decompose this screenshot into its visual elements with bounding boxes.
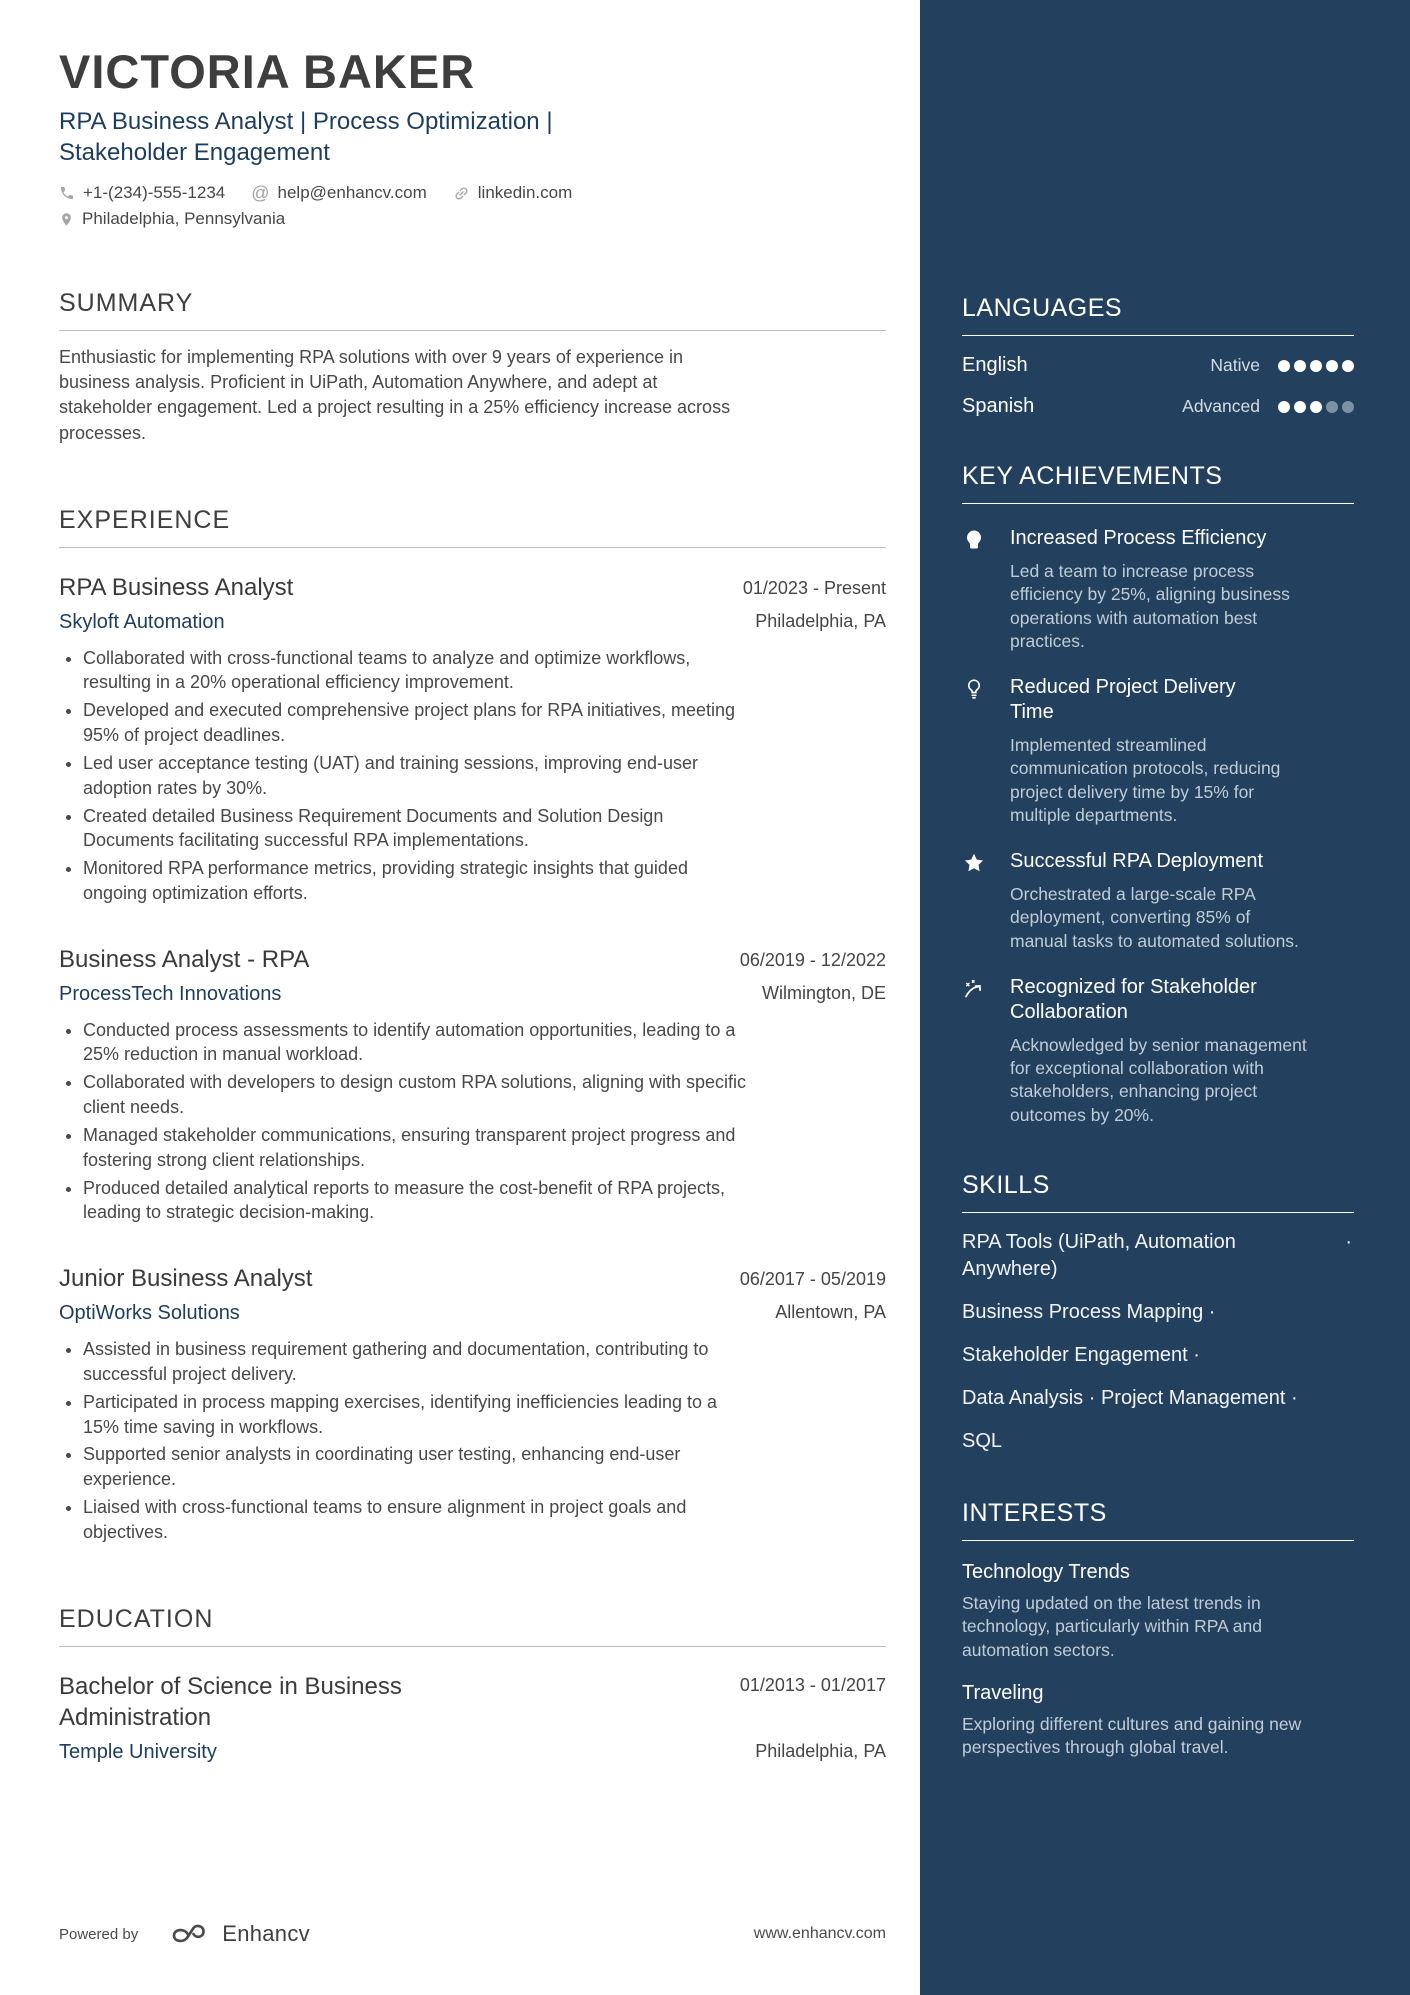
job-entry — [59, 1265, 886, 1544]
interests-heading: INTERESTS — [962, 1499, 1354, 1541]
job-company-row — [59, 611, 886, 634]
job-entry — [59, 574, 886, 906]
job-dates: 06/2019 - 12/2022 — [739, 949, 886, 970]
star-icon — [962, 849, 987, 953]
phone-link[interactable] — [59, 183, 225, 203]
headline: RPA Business Analyst | Process Optimization | Stakeholder Engagement — [59, 107, 553, 167]
website-link[interactable] — [453, 183, 573, 203]
job-location: Philadelphia, PA — [755, 610, 886, 631]
footer — [59, 1919, 886, 1949]
job-company-row — [59, 983, 886, 1006]
skill-item: Business Process Mapping · — [962, 1300, 1216, 1323]
education-dates: 01/2013 - 01/2017 — [739, 1674, 886, 1695]
achievement-text: Led a team to increase process efficiency by 25%, aligning business operations with automation best practices. — [1010, 561, 1290, 651]
experience-heading: EXPERIENCE — [59, 506, 886, 548]
interest-item — [962, 1561, 1354, 1662]
bullet: • Collaborated with developers to design custom RPA solutions, aligning with specific client needs. — [83, 1070, 754, 1120]
language-name: Spanish — [962, 395, 1035, 417]
job-title: Business Analyst - RPA — [59, 945, 310, 973]
language-proficiency-dots — [1278, 401, 1354, 413]
education-location: Philadelphia, PA — [755, 1741, 886, 1762]
trend-arrow-icon — [962, 975, 987, 1127]
language-name: English — [962, 354, 1028, 376]
bullet: • Assisted in business requirement gathering and documentation, contributing to successful project delivery. — [83, 1337, 754, 1387]
sidebar — [920, 0, 1410, 1995]
site-url[interactable]: www.enhancv.com — [753, 1925, 886, 1942]
job-title: Junior Business Analyst — [59, 1265, 313, 1293]
education-entry — [59, 1671, 886, 1764]
contact-info — [59, 183, 886, 229]
job-header — [59, 574, 886, 603]
achievement-body — [1010, 975, 1310, 1127]
achievement-title: Recognized for Stakeholder Collaboration — [1010, 975, 1257, 1023]
achievement-item — [962, 675, 1354, 827]
bullet: • Supported senior analysts in coordinating user testing, enhancing end-user experience. — [83, 1442, 754, 1492]
at-icon: @ — [251, 183, 270, 204]
contact-row-2 — [59, 209, 886, 229]
dot-filled — [1278, 360, 1290, 372]
job-company-row — [59, 1302, 886, 1325]
dot-filled — [1342, 360, 1354, 372]
brand-name: Enhancv — [222, 1921, 310, 1946]
head-icon — [962, 526, 987, 653]
bullet: • Monitored RPA performance metrics, providing strategic insights that guided ongoing optimization efforts. — [83, 856, 754, 906]
summary-text: Enthusiastic for implementing RPA solutions with over 9 years of experience in business analysis. Proficient in UiPath, Automation Anywhere, and adept at stakeholder engagement. Led a project resulting in a 25% efficiency increase across processes. — [59, 347, 731, 443]
skills-heading: SKILLS — [962, 1171, 1354, 1213]
dot-empty — [1342, 401, 1354, 413]
bullet: • Collaborated with cross-functional teams to analyze and optimize workflows, resulting in a 20% operational efficiency improvement. — [83, 646, 754, 696]
bullet: • Conducted process assessments to identify automation opportunities, leading to a 25% reduction in manual workload. — [83, 1018, 754, 1068]
interest-text: Staying updated on the latest trends in technology, particularly within RPA and automation sectors. — [962, 1592, 1262, 1660]
company-name: OptiWorks Solutions — [59, 1302, 240, 1325]
powered-by — [59, 1919, 310, 1949]
language-level: Native — [1210, 355, 1260, 375]
website-url: linkedin.com — [477, 183, 573, 203]
company-name: Skyloft Automation — [59, 610, 225, 633]
achievement-text: Implemented streamlined communication protocols, reducing project delivery time by 15% for multiple departments. — [1010, 735, 1281, 825]
bullet: • Led user acceptance testing (UAT) and training sessions, improving end-user adoption rates by 30%. — [83, 751, 754, 801]
achievements-section — [962, 462, 1354, 1127]
language-level: Advanced — [1182, 396, 1260, 416]
location-text: Philadelphia, Pennsylvania — [82, 209, 286, 229]
achievement-item — [962, 975, 1354, 1127]
interest-item — [962, 1682, 1354, 1760]
phone-number: +1-(234)-555-1234 — [83, 183, 226, 203]
location-item — [59, 209, 285, 229]
bullet: • Participated in process mapping exercises, identifying inefficiencies leading to a 15% time saving in workflows. — [83, 1390, 754, 1440]
job-title: RPA Business Analyst — [59, 573, 294, 601]
language-row — [962, 354, 1354, 377]
dot-filled — [1310, 360, 1322, 372]
powered-by-label: Powered by — [59, 1925, 139, 1943]
lightbulb-icon — [962, 675, 987, 827]
job-bullets — [59, 646, 754, 906]
job-bullets — [59, 1018, 754, 1226]
achievement-title: Increased Process Efficiency — [1010, 527, 1267, 549]
job-dates: 01/2023 - Present — [742, 577, 886, 598]
dot-filled — [1278, 401, 1290, 413]
achievement-title: Reduced Project Delivery Time — [1010, 676, 1236, 724]
languages-heading: LANGUAGES — [962, 294, 1354, 336]
bullet: • Produced detailed analytical reports to measure the cost-benefit of RPA projects, leading to strategic decision-making. — [83, 1176, 754, 1226]
interest-title: Technology Trends — [962, 1560, 1130, 1583]
enhancv-logo[interactable] — [166, 1919, 310, 1949]
contact-row-1 — [59, 183, 886, 203]
job-dates: 06/2017 - 05/2019 — [739, 1269, 886, 1290]
dot-filled — [1294, 401, 1306, 413]
bullet: • Liaised with cross-functional teams to ensure alignment in project goals and objectives. — [83, 1495, 754, 1545]
bullet: • Managed stakeholder communications, ensuring transparent project progress and fostering strong client relationships. — [83, 1123, 754, 1173]
achievement-body — [1010, 849, 1310, 953]
bullet: • Developed and executed comprehensive project plans for RPA initiatives, meeting 95% of project deadlines. — [83, 698, 754, 748]
achievement-text: Acknowledged by senior management for exceptional collaboration with stakeholders, enhancing project outcomes by 20%. — [1010, 1034, 1307, 1125]
education-school-row — [59, 1741, 886, 1764]
achievement-item — [962, 849, 1354, 953]
skill-item: SQL — [962, 1429, 1003, 1452]
skill-text: RPA Tools (UiPath, Automation Anywhere) — [962, 1230, 1236, 1280]
language-row — [962, 395, 1354, 418]
skill-separator-dot: · — [1345, 1230, 1352, 1253]
dot-filled — [1326, 360, 1338, 372]
skill-item: Stakeholder Engagement · — [962, 1343, 1200, 1366]
achievement-title: Successful RPA Deployment — [1010, 850, 1264, 873]
skill-item — [962, 1229, 1352, 1283]
link-icon — [449, 181, 473, 205]
achievements-heading: KEY ACHIEVEMENTS — [962, 462, 1354, 504]
achievement-body — [1010, 675, 1310, 827]
skills-section — [962, 1171, 1354, 1455]
location-pin-icon — [59, 211, 74, 228]
degree-title: Bachelor of Science in Business Administration — [59, 1672, 402, 1731]
summary-heading: SUMMARY — [59, 289, 886, 331]
email-address: help@enhancv.com — [277, 183, 427, 203]
job-entry — [59, 946, 886, 1225]
person-name: VICTORIA BAKER — [59, 45, 476, 98]
job-location: Allentown, PA — [775, 1302, 886, 1323]
interests-section — [962, 1499, 1354, 1759]
achievement-text: Orchestrated a large-scale RPA deployment, converting 85% of manual tasks to automated solutions. — [1010, 884, 1299, 951]
job-header — [59, 946, 886, 975]
achievement-item — [962, 526, 1354, 653]
skill-item: Data Analysis · Project Management · — [962, 1386, 1298, 1409]
email-link[interactable] — [251, 183, 427, 203]
phone-icon — [59, 185, 75, 201]
education-header — [59, 1671, 886, 1733]
interest-title: Traveling — [962, 1681, 1044, 1704]
company-name: ProcessTech Innovations — [59, 982, 282, 1005]
languages-section — [962, 294, 1354, 418]
interest-text: Exploring different cultures and gaining new perspectives through global travel. — [962, 1713, 1302, 1758]
dot-filled — [1294, 360, 1306, 372]
job-header — [59, 1265, 886, 1294]
education-heading: EDUCATION — [59, 1605, 886, 1647]
enhancv-logo-icon — [166, 1919, 212, 1949]
dot-empty — [1326, 401, 1338, 413]
bullet: • Created detailed Business Requirement Documents and Solution Design Documents facilitating successful RPA implementations. — [83, 804, 754, 854]
job-bullets — [59, 1337, 754, 1545]
school-name: Temple University — [59, 1741, 217, 1764]
achievement-body — [1010, 526, 1310, 653]
language-proficiency-dots — [1278, 360, 1354, 372]
dot-filled — [1310, 401, 1322, 413]
job-location: Wilmington, DE — [761, 982, 886, 1003]
